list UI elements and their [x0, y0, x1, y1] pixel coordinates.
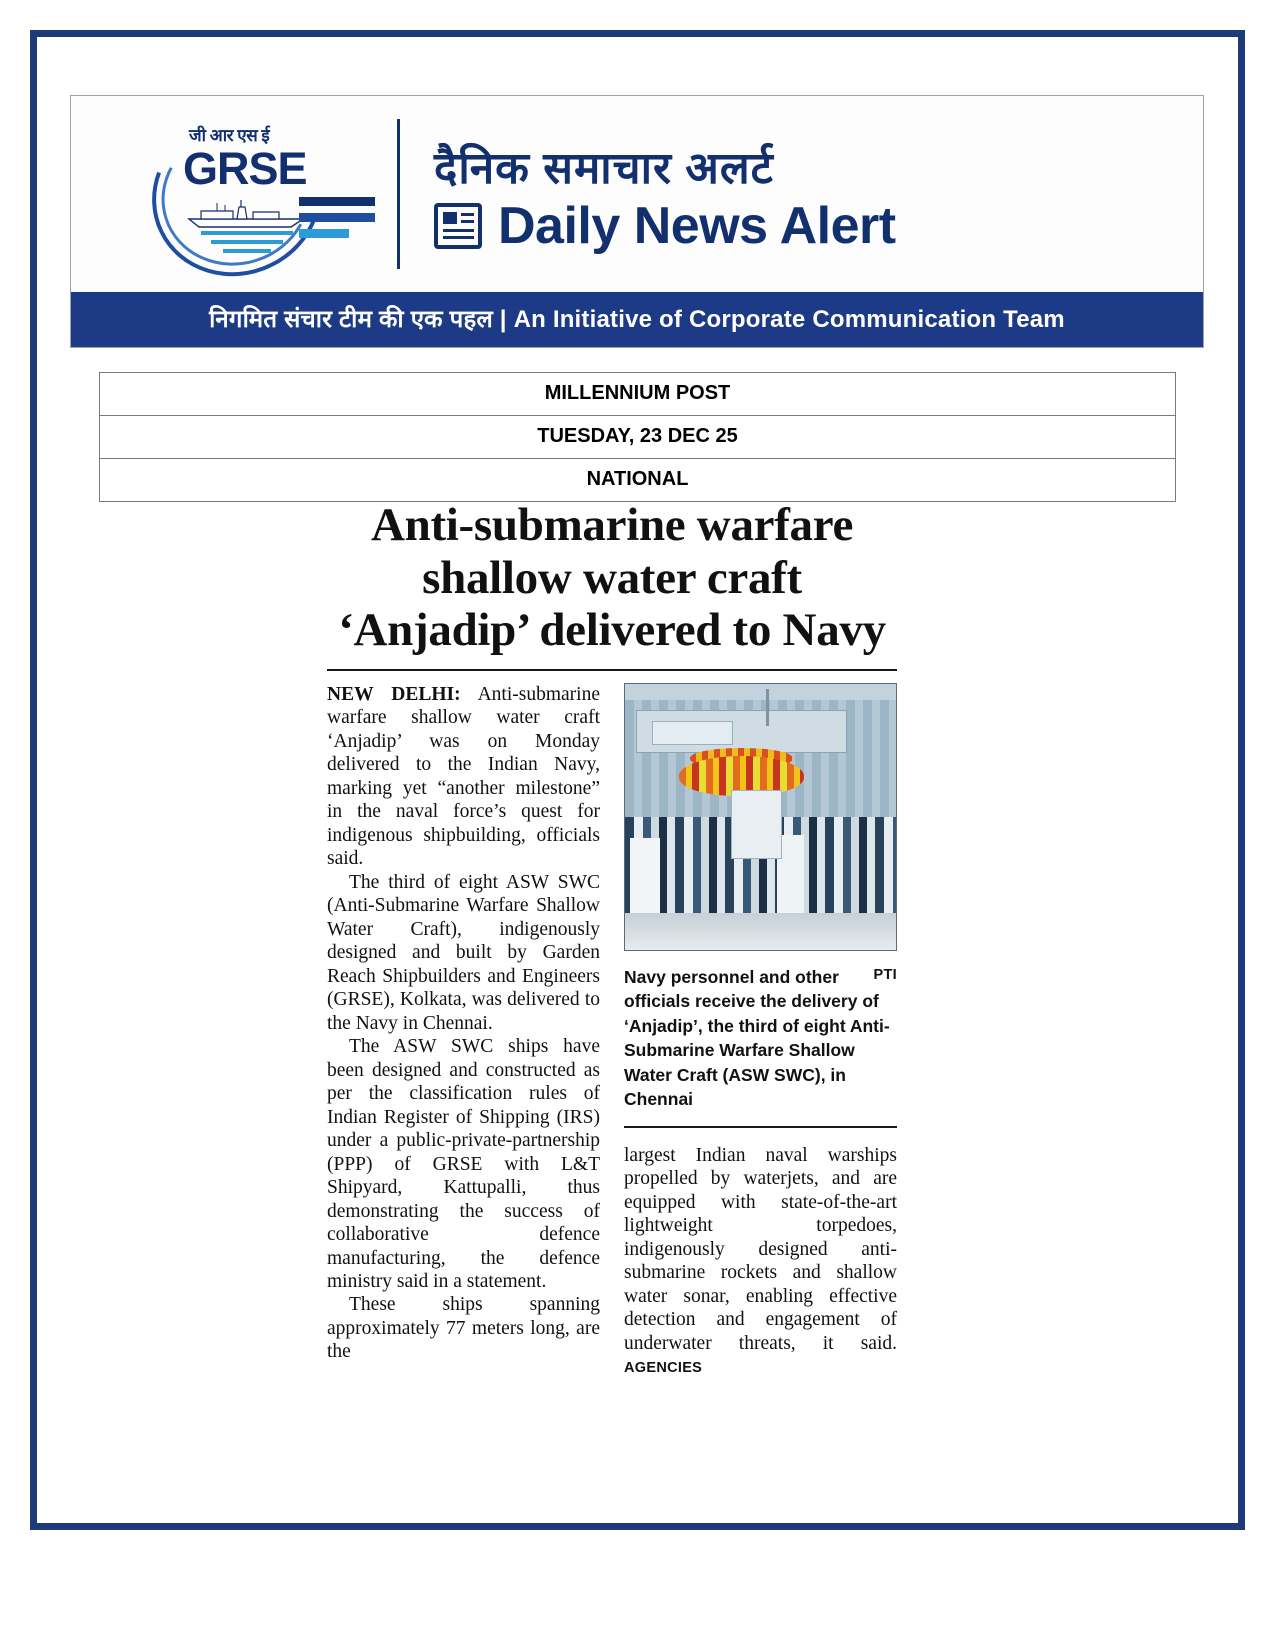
ship-icon [187, 199, 305, 229]
newspaper-icon [434, 203, 482, 249]
grse-logo [149, 109, 379, 279]
publication-name: MILLENNIUM POST [100, 373, 1176, 416]
caption-rule [624, 1126, 897, 1128]
logo-bars-icon [299, 197, 375, 245]
table-row [100, 459, 1176, 502]
article-paragraph-2: The third of eight ASW SWC (Anti-Submarine Warfare Shallow Water Craft), indigenously designed and built by Garden Reach Shipbuilders and Engineers (GRSE), Kolkata, was delivered to the Navy in Chennai. [327, 871, 600, 1034]
masthead-tagline: निगमित संचार टीम की एक पहल | An Initiative of Corporate Communication Team [71, 292, 1203, 347]
page-content [37, 37, 1238, 1523]
article-photo [624, 683, 897, 951]
article-headline: Anti-submarine warfare shallow water craft ‘Anjadip’ delivered to Navy [338, 499, 886, 657]
article-paragraph-5-text: largest Indian naval warships propelled by waterjets, and are equipped with state-of-the-art lightweight torpedoes, indigenously designed anti-submarine rockets and shallow water sonar, enabling effective detection and engagement of underwater threats, it said. [624, 1144, 897, 1354]
story-credit: AGENCIES [624, 1360, 703, 1377]
masthead-title-hindi: दैनिक समाचार अलर्ट [434, 143, 774, 193]
article-paragraph-4: These ships spanning approximately 77 meters long, are the [327, 1294, 600, 1363]
logo-waves-icon [201, 231, 293, 258]
publication-info-table [99, 372, 1176, 502]
masthead-title-row [434, 196, 896, 255]
article-paragraph-5 [624, 1144, 897, 1379]
photo-credit: PTI [873, 966, 897, 983]
article-paragraph-3: The ASW SWC ships have been designed and constructed as per the classification rules of Indian Register of Shipping (IRS) under a public-private-partnership (PPP) of GRSE with L&T Shipyard, Kattupalli, thus demonstrating the success of collaborative defence manufacturing, the defence ministry said in a statement. [327, 1036, 600, 1292]
article-column-right [624, 683, 897, 1379]
article-dateline: NEW DELHI: [327, 683, 461, 705]
publication-date: TUESDAY, 23 DEC 25 [100, 416, 1176, 459]
masthead-titles [434, 137, 896, 255]
photo-caption-block [624, 965, 897, 1112]
article-column-left [327, 683, 600, 1364]
news-article [327, 499, 897, 1379]
article-paragraph-1-text: Anti-submarine warfare shallow water craft ‘Anjadip’ was on Monday delivered to the Indian Navy, marking yet “another milestone” in the naval force’s quest for indigenous shipbuilding, officials said. [327, 683, 600, 870]
logo-wordmark: GRSE [183, 143, 307, 194]
photo-caption-text: Navy personnel and other officials receive the delivery of ‘Anjadip’, the third of eight Anti-Submarine Warfare Shallow Water Craft (ASW SWC), in Chennai [624, 966, 890, 1110]
article-columns [327, 683, 897, 1379]
headline-rule [327, 669, 897, 671]
logo-hindi-caption: जी आर एस ई [189, 126, 270, 145]
table-row [100, 373, 1176, 416]
publication-section: NATIONAL [100, 459, 1176, 502]
masthead-title-english: Daily News Alert [498, 196, 896, 255]
masthead-banner [70, 95, 1204, 348]
article-paragraph-1 [327, 683, 600, 871]
table-row [100, 416, 1176, 459]
masthead-divider [397, 119, 400, 269]
masthead-top [71, 96, 1203, 292]
